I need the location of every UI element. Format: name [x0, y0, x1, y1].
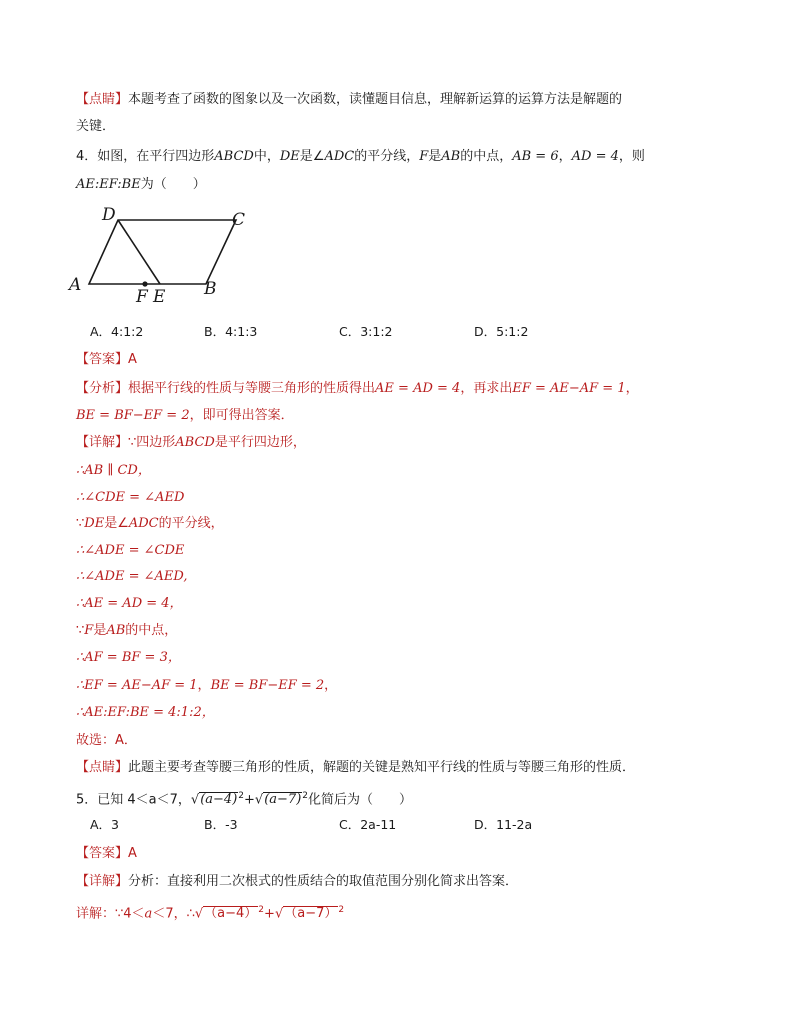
q5-end: 化简后为（ ） — [308, 792, 413, 808]
analysis-eq3: BE = BF−EF = 2 — [76, 408, 190, 423]
dianjing-tag: 【点睛】 — [76, 92, 129, 107]
step-8: ∴AF = BF = 3， — [76, 650, 181, 665]
q5-exp-1: 2 — [238, 791, 245, 801]
step-1: ∴AB ∥ CD， — [76, 463, 151, 478]
detail2-line — [76, 873, 518, 891]
step-2: ∴∠CDE = ∠AED — [76, 490, 185, 505]
step-9b: ， — [197, 678, 211, 693]
step-3b: DE — [84, 516, 105, 531]
segment-de — [118, 220, 160, 284]
dianjing2-tag: 【点睛】 — [76, 760, 129, 775]
q4-option-a: A．4:1:2 — [90, 324, 144, 339]
q5-radical-2: (a−7) — [264, 792, 302, 808]
step-9a: ∴EF = AE−AF = 1 — [76, 678, 198, 693]
label-a: A — [69, 275, 82, 295]
dianjing-text: 本题考查了函数的图象以及一次函数，读懂题目信息，理解新运算的运算方法是解题的 — [128, 92, 623, 107]
final-radical-2: （a−7） — [284, 906, 338, 922]
label-c: C — [232, 210, 246, 230]
step-3d: ADC — [128, 516, 159, 531]
answer2-line — [76, 845, 137, 863]
step-7d: AB — [106, 623, 126, 638]
step-5: ∴∠ADE = ∠AED, — [76, 569, 188, 584]
dianjing2-text: 此题主要考查等腰三角形的性质，解题的关键是熟知平行线的性质与等腰三角形的性质． — [128, 760, 636, 775]
analysis-tag: 【分析】 — [76, 381, 129, 396]
parallelogram-figure — [66, 204, 256, 304]
step-10: ∴AE:EF:BE = 4:1:2， — [76, 705, 215, 720]
step-7a: ∵ — [76, 623, 85, 638]
answer2-value: A — [128, 846, 137, 861]
dianjing-text-2: 关键． — [76, 119, 116, 134]
q4-option-b: B．4:1:3 — [204, 324, 258, 339]
analysis-line-2 — [76, 407, 294, 425]
final-line — [76, 901, 344, 923]
q4-comma: ， — [558, 149, 572, 164]
final-radical-1: （a−4） — [204, 906, 258, 922]
q4-mid4: 是 — [428, 149, 442, 164]
q4-ad4: AD = 4 — [571, 149, 619, 164]
analysis-line-1 — [76, 380, 639, 398]
final-b: a — [144, 906, 153, 922]
answer-tag: 【答案】 — [76, 352, 129, 367]
q5-radical-1: (a−4) — [200, 792, 238, 808]
question-5-line — [76, 787, 412, 809]
answer2-tag: 【答案】 — [76, 846, 129, 861]
q4-f: F — [419, 149, 429, 164]
q4-ab: AB — [441, 149, 461, 164]
step-3 — [76, 515, 224, 533]
label-b: B — [204, 279, 217, 299]
detail2-tag: 【详解】 — [76, 874, 129, 889]
sqrt-icon: √ — [194, 906, 204, 922]
q4-mid5: 的中点， — [460, 149, 513, 164]
final-exp-1: 2 — [258, 905, 265, 915]
answer-line — [76, 351, 137, 369]
final-a: 详解：∵4＜ — [76, 906, 145, 922]
step-3e: 的平分线， — [158, 516, 224, 531]
q4-de: DE — [279, 149, 300, 164]
answer-value: A — [128, 352, 137, 367]
label-d: D — [102, 205, 116, 225]
step-3a: ∵ — [76, 516, 85, 531]
step-9c: BE = BF−EF = 2 — [210, 678, 325, 693]
step-7 — [76, 622, 177, 640]
final-plus: + — [264, 906, 275, 922]
detail-tag: 【详解】 — [76, 435, 129, 450]
dianjing2-line — [76, 759, 635, 777]
choose-line: 故选：A． — [76, 733, 137, 748]
q4-abcd: ABCD — [214, 149, 254, 164]
question-4-line-1 — [76, 148, 645, 166]
q4-adc: ADC — [324, 149, 355, 164]
step-9d: ， — [324, 678, 338, 693]
dianjing-line-1 — [76, 91, 622, 109]
q4-ratio-end: 为（ ） — [140, 177, 206, 192]
detail-abcd: ABCD — [175, 435, 215, 450]
dianjing-line-2 — [76, 118, 115, 136]
analysis-text1: 根据平行线的性质与等腰三角形的性质得出 — [128, 381, 376, 396]
final-exp-2: 2 — [338, 905, 345, 915]
label-f: F — [136, 287, 148, 304]
analysis-comma: ， — [625, 381, 639, 396]
detail-line-1 — [76, 434, 306, 452]
q4-mid3: 的平分线， — [354, 149, 420, 164]
analysis-text2: ，再求出 — [460, 381, 513, 396]
q4-mid1: 中， — [253, 149, 280, 164]
point-f — [142, 281, 147, 286]
label-e: E — [153, 287, 166, 304]
q5-plus: + — [244, 792, 255, 808]
q5-option-b: B．-3 — [204, 817, 238, 832]
detail-text2: 是平行四边形， — [214, 435, 306, 450]
sqrt-icon: √ — [254, 792, 264, 808]
detail2-text: 分析：直接利用二次根式的性质结合的取值范围分别化简求出答案． — [128, 874, 519, 889]
detail-text1: ∵四边形 — [128, 435, 176, 450]
step-6: ∴AE = AD = 4， — [76, 596, 183, 611]
q5-option-c: C．2a-11 — [339, 817, 397, 832]
analysis-text3: ，即可得出答案． — [189, 408, 294, 423]
analysis-eq1: AE = AD = 4 — [375, 381, 461, 396]
q4-option-d: D．5:1:2 — [474, 324, 529, 339]
parallelogram-abcd — [89, 220, 236, 284]
q5-a: 5．已知 4＜a＜7， — [76, 792, 191, 808]
q5-option-d: D．11-2a — [474, 817, 533, 832]
q4-end: ，则 — [618, 149, 645, 164]
question-4-line-2 — [76, 176, 206, 194]
q4-mid2: 是∠ — [299, 149, 325, 164]
sqrt-icon: √ — [190, 792, 200, 808]
step-7c: 是 — [93, 623, 107, 638]
q5-exp-2: 2 — [302, 791, 309, 801]
step-7b: F — [84, 623, 94, 638]
q4-text: 4．如图，在平行四边形 — [76, 149, 215, 164]
step-7e: 的中点， — [125, 623, 178, 638]
q4-ratio: AE:EF:BE — [76, 177, 141, 192]
analysis-eq2: EF = AE−AF = 1 — [512, 381, 626, 396]
q5-option-a: A．3 — [90, 817, 120, 832]
step-4: ∴∠ADE = ∠CDE — [76, 543, 185, 558]
sqrt-icon: √ — [274, 906, 284, 922]
final-c: ＜7，∴ — [152, 906, 195, 922]
step-3c: 是∠ — [104, 516, 129, 531]
step-9 — [76, 677, 337, 695]
q4-ab6: AB = 6 — [512, 149, 559, 164]
q4-option-c: C．3:1:2 — [339, 324, 393, 339]
